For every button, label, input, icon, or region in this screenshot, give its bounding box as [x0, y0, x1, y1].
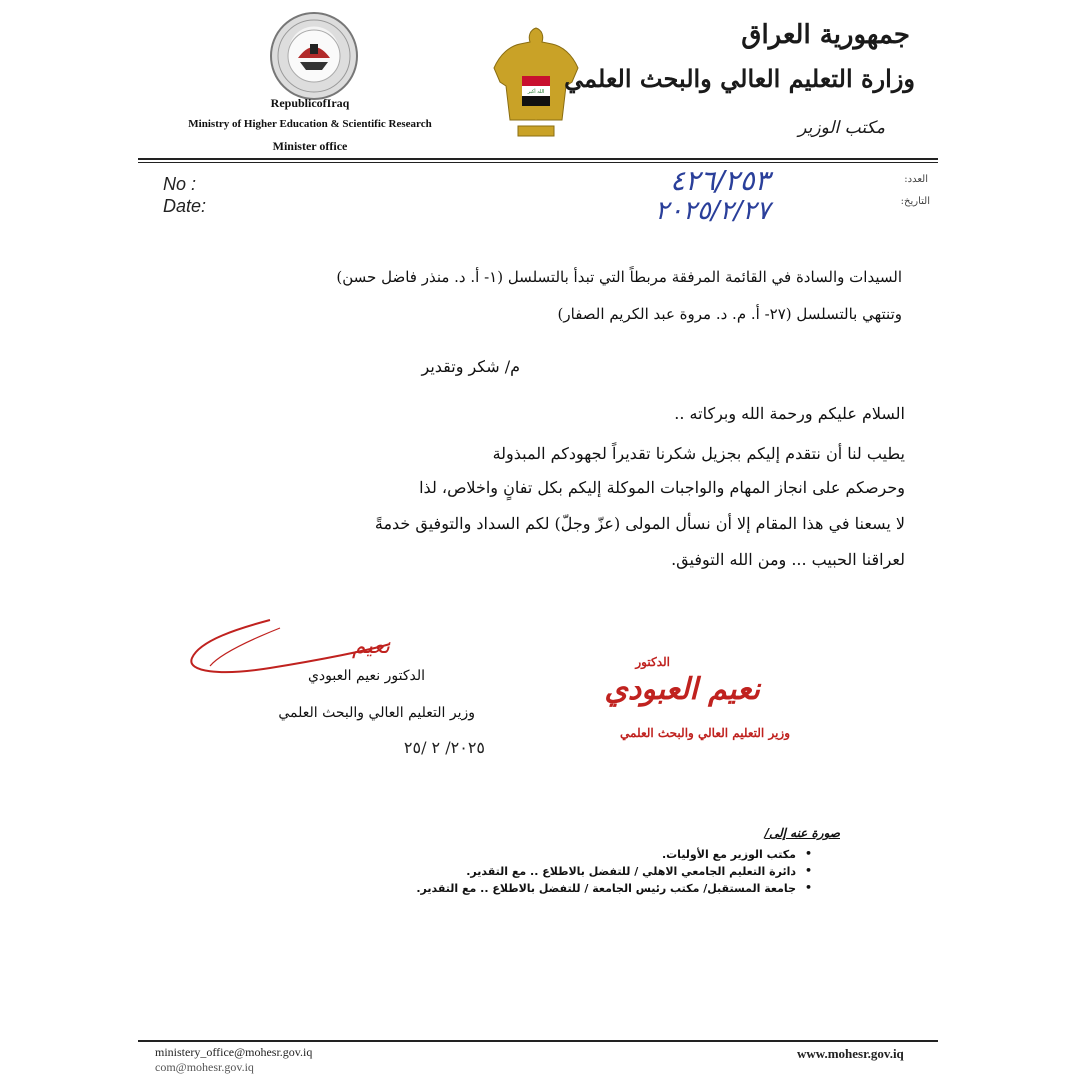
number-label: No : [163, 174, 197, 194]
signatory-name: الدكتور نعيم العبودي [307, 668, 425, 684]
footer-email-com[interactable]: com@mohesr.gov.iq [155, 1060, 254, 1074]
header-english-line1: RepublicofIraq [270, 96, 350, 110]
handwritten-signature-text: نعيم [351, 634, 390, 659]
cc-heading: صورة عنه إلى/ [764, 826, 840, 840]
handwritten-number: ٤٢٦/٢٥٣ [670, 164, 770, 197]
body-line1: يطيب لنا أن نتقدم إليكم بجزيل شكرنا تقديراً لجهودكم المبذولة [492, 444, 905, 463]
cc-item: • دائرة التعليم الجامعي الاهلي / للتفضل بالاطلاع .. مع التقدير. [416, 865, 812, 878]
ministry-seal-logo [270, 12, 358, 100]
header-rule-bottom [138, 162, 938, 163]
footer-website[interactable]: www.mohesr.gov.iq [797, 1046, 904, 1061]
header-arabic-line3: مكتب الوزير [798, 118, 885, 138]
footer-rule [138, 1040, 938, 1042]
body-line3: لا يسعنا في هذا المقام إلا أن نسأل المولى (عزّ وجلّ) لكم السداد والتوفيق خدمةً [374, 514, 905, 533]
subject-line: م/ شكر وتقدير [421, 357, 520, 376]
number-label-arabic: العدد: [904, 174, 928, 185]
cc-item: • مكتب الوزير مع الأوليات. [416, 848, 812, 861]
body-line4: لعراقنا الحبيب ... ومن الله التوفيق. [671, 550, 905, 569]
stamp-name: نعيم العبودي [604, 672, 760, 707]
stamp-title: وزير التعليم العالي والبحث العلمي [620, 726, 790, 740]
cc-list [416, 848, 812, 899]
date-label-arabic: التاريخ: [900, 196, 930, 207]
footer-email-office[interactable]: ministery_office@mohesr.gov.iq [155, 1045, 313, 1059]
header-arabic-line1: جمهورية العراق [741, 20, 910, 50]
stamp-prefix: الدكتور [635, 655, 670, 669]
handwritten-date: ٢٠٢٥/٢/٢٧ [655, 196, 771, 226]
signature-date: ٢٠٢٥/ ٢ /٢٥ [403, 738, 485, 757]
header-rule-top [138, 158, 938, 160]
body-line2: وحرصكم على انجاز المهام والواجبات الموكلة إليكم بكل تفانٍ واخلاص، لذا [419, 478, 905, 497]
header-english-line3: Minister office [272, 139, 348, 153]
addressee-line1: السيدات والسادة في القائمة المرفقة مربطاً التي تبدأ بالتسلسل (١- أ. د. منذر فاضل حسن) [336, 268, 902, 286]
header-arabic-line2: وزارة التعليم العالي والبحث العلمي [564, 64, 915, 93]
header-english-line2: Ministry of Higher Education & Scientific Research [188, 118, 432, 130]
signatory-title: وزير التعليم العالي والبحث العلمي [278, 705, 475, 721]
cc-item: • جامعة المستقبل/ مكتب رئيس الجامعة / للتفضل بالاطلاع .. مع التقدير. [416, 882, 812, 895]
addressee-line2: وتنتهي بالتسلسل (٢٧- أ. م. د. مروة عبد الكريم الصفار) [557, 305, 902, 323]
svg-text:الله أكبر: الله أكبر [527, 89, 545, 95]
greeting-line: السلام عليكم ورحمة الله وبركاته .. [674, 404, 905, 423]
date-label: Date: [163, 196, 207, 216]
